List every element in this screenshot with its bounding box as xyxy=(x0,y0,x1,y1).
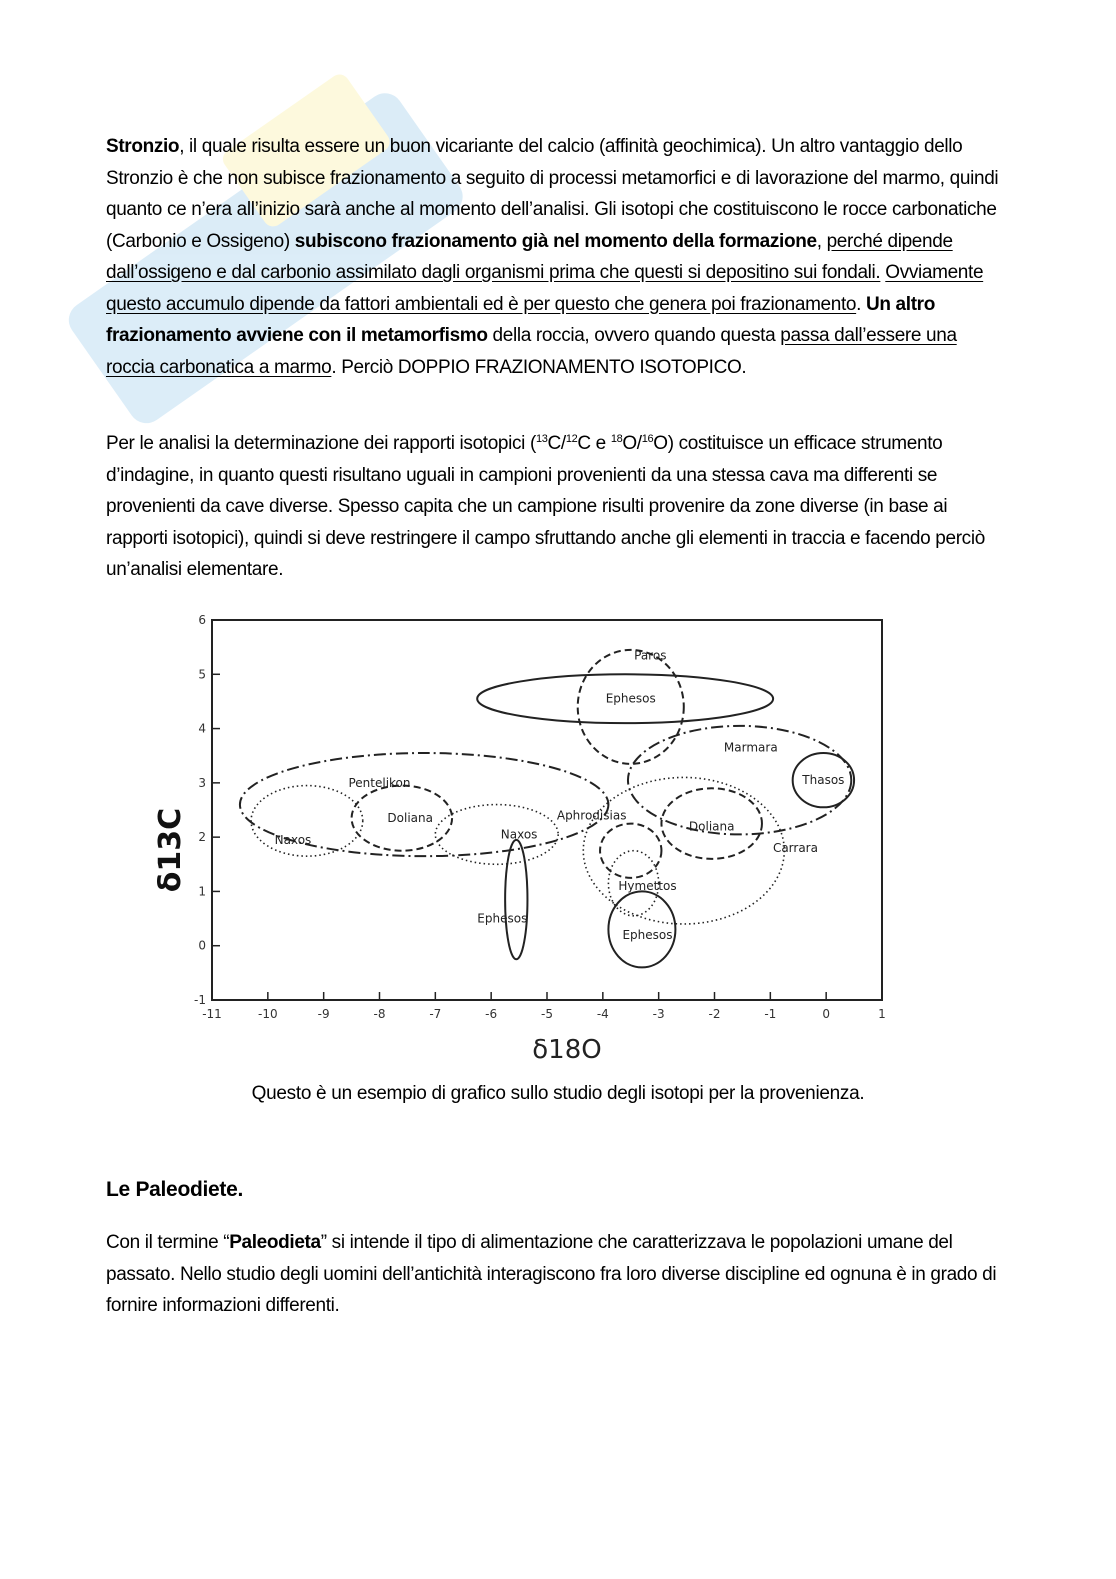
paragraph-paleodieta xyxy=(106,1227,1006,1322)
y-tick-label: 2 xyxy=(198,830,206,845)
superscript: 13 xyxy=(535,433,548,445)
text: . Perciò DOPPIO FRAZIONAMENTO ISOTOPICO. xyxy=(331,356,747,378)
x-tick-label: -6 xyxy=(485,1007,498,1021)
y-tick-label: 4 xyxy=(198,721,206,736)
region-label: Ephesos xyxy=(622,927,673,942)
paragraph-isotopic-ratios xyxy=(106,428,1006,586)
isotope-chart xyxy=(150,600,920,1070)
text: O) costituisce un efficace strumento d’indagine, in quanto questi risultano uguali in campioni provenienti da una stessa cava ma differenti se provenienti da cave diverse. Spesso capita che un campione risulti provenire da zone diverse (in base ai rapporti isotopici), quindi si deve restringere il campo sfruttando anche gli elementi in traccia e facendo perciò un’analisi elementare. xyxy=(106,433,985,580)
paragraph-stronzio xyxy=(106,131,1006,383)
region-label: Marmara xyxy=(723,740,778,755)
region-label: Ephesos xyxy=(477,911,528,926)
region-naxos xyxy=(435,805,558,865)
region-label: Hymettos xyxy=(618,879,677,893)
superscript: 18 xyxy=(610,433,623,445)
x-tick-label: -8 xyxy=(373,1007,386,1021)
text: . xyxy=(856,293,866,315)
x-tick-label: -5 xyxy=(541,1007,553,1021)
region-label: Ephesos xyxy=(605,691,656,706)
superscript: 16 xyxy=(641,433,654,445)
region-label: Naxos xyxy=(274,832,312,847)
x-tick-label: 0 xyxy=(822,1007,830,1021)
bold-text: subiscono frazionamento già nel momento della formazione xyxy=(294,230,817,252)
x-tick-label: 1 xyxy=(878,1007,886,1021)
bold-text: Paleodieta xyxy=(229,1232,321,1253)
x-tick-label: -3 xyxy=(652,1007,665,1021)
bold-text: Stronzio xyxy=(106,136,180,157)
y-tick-label: 1 xyxy=(198,884,206,899)
superscript: 12 xyxy=(565,433,578,445)
y-axis-label: δ13C xyxy=(153,807,188,893)
text: Con il termine “ xyxy=(106,1232,230,1253)
region-aphrodisias xyxy=(600,824,661,878)
x-tick-label: -11 xyxy=(202,1007,222,1021)
x-tick-label: -9 xyxy=(317,1007,330,1021)
x-tick-label: -4 xyxy=(596,1007,609,1021)
y-tick-label: 3 xyxy=(198,775,206,790)
x-tick-label: -10 xyxy=(258,1007,278,1021)
underlined-text: passa dall’essere una roccia carbonatica a marmo xyxy=(106,325,957,378)
region-label: Carrara xyxy=(772,841,818,855)
underlined-text: perché dipende dall’ossigeno e dal carbonio assimilato dagli organismi prima che questi si depositino sui fondali. xyxy=(106,230,953,283)
x-tick-label: -7 xyxy=(429,1007,442,1021)
text: della roccia, ovvero quando questa xyxy=(487,325,781,346)
figure-caption: Questo è un esempio di grafico sullo studio degli isotopi per la provenienza. xyxy=(251,1083,865,1104)
region-label: Pentelikon xyxy=(348,775,411,790)
y-tick-label: 0 xyxy=(198,938,206,953)
text: ” si intende il tipo di alimentazione che caratterizzava le popolazioni umane del passato. Nello studio degli uomini dell’antichità interagiscono fra loro diverse discipline ed ognuna è in grado di fornire informazioni differenti. xyxy=(106,1232,997,1316)
text: , xyxy=(816,230,827,252)
text: O/ xyxy=(622,433,642,454)
region-label: Paros xyxy=(634,648,667,663)
region-label: Naxos xyxy=(500,827,538,842)
text: Per le analisi la determinazione dei rapporti isotopici ( xyxy=(106,433,536,454)
region-label: Doliana xyxy=(387,811,433,826)
x-tick-label: -1 xyxy=(764,1007,777,1021)
region-label: Doliana xyxy=(688,819,735,834)
region-ephesos xyxy=(505,840,527,959)
text: C/ xyxy=(547,433,566,454)
region-carrara xyxy=(583,777,784,924)
text: , il quale risulta essere un buon vicariante del calcio (affinità geochimica). Un altro vantaggio dello Stronzio è che non subisce frazionamento a seguito di processi metamorfici e di lavorazione del marmo, quindi quanto ce n’era all’inizio sarà anche al momento dell’analisi. Gli isotopi che costituiscono le rocce carbonatiche (Carbonio e Ossigeno) xyxy=(106,136,999,252)
text: C e xyxy=(577,433,611,454)
y-tick-label: -1 xyxy=(194,993,206,1007)
underlined-text: Ovviamente questo accumulo dipende da fattori ambientali ed è per questo che genera poi frazionamento xyxy=(106,262,984,315)
bold-text: Un altro frazionamento avviene con il metamorfismo xyxy=(106,293,935,346)
section-heading: Le Paleodiete. xyxy=(106,1178,244,1201)
x-tick-label: -2 xyxy=(708,1007,721,1021)
region-label: Aphrodisias xyxy=(556,808,627,823)
region-paros xyxy=(578,650,684,764)
y-tick-label: 5 xyxy=(198,667,206,682)
region-label: Thasos xyxy=(802,773,845,788)
x-axis-label: δ18O xyxy=(532,1035,602,1065)
y-tick-label: 6 xyxy=(198,613,206,627)
